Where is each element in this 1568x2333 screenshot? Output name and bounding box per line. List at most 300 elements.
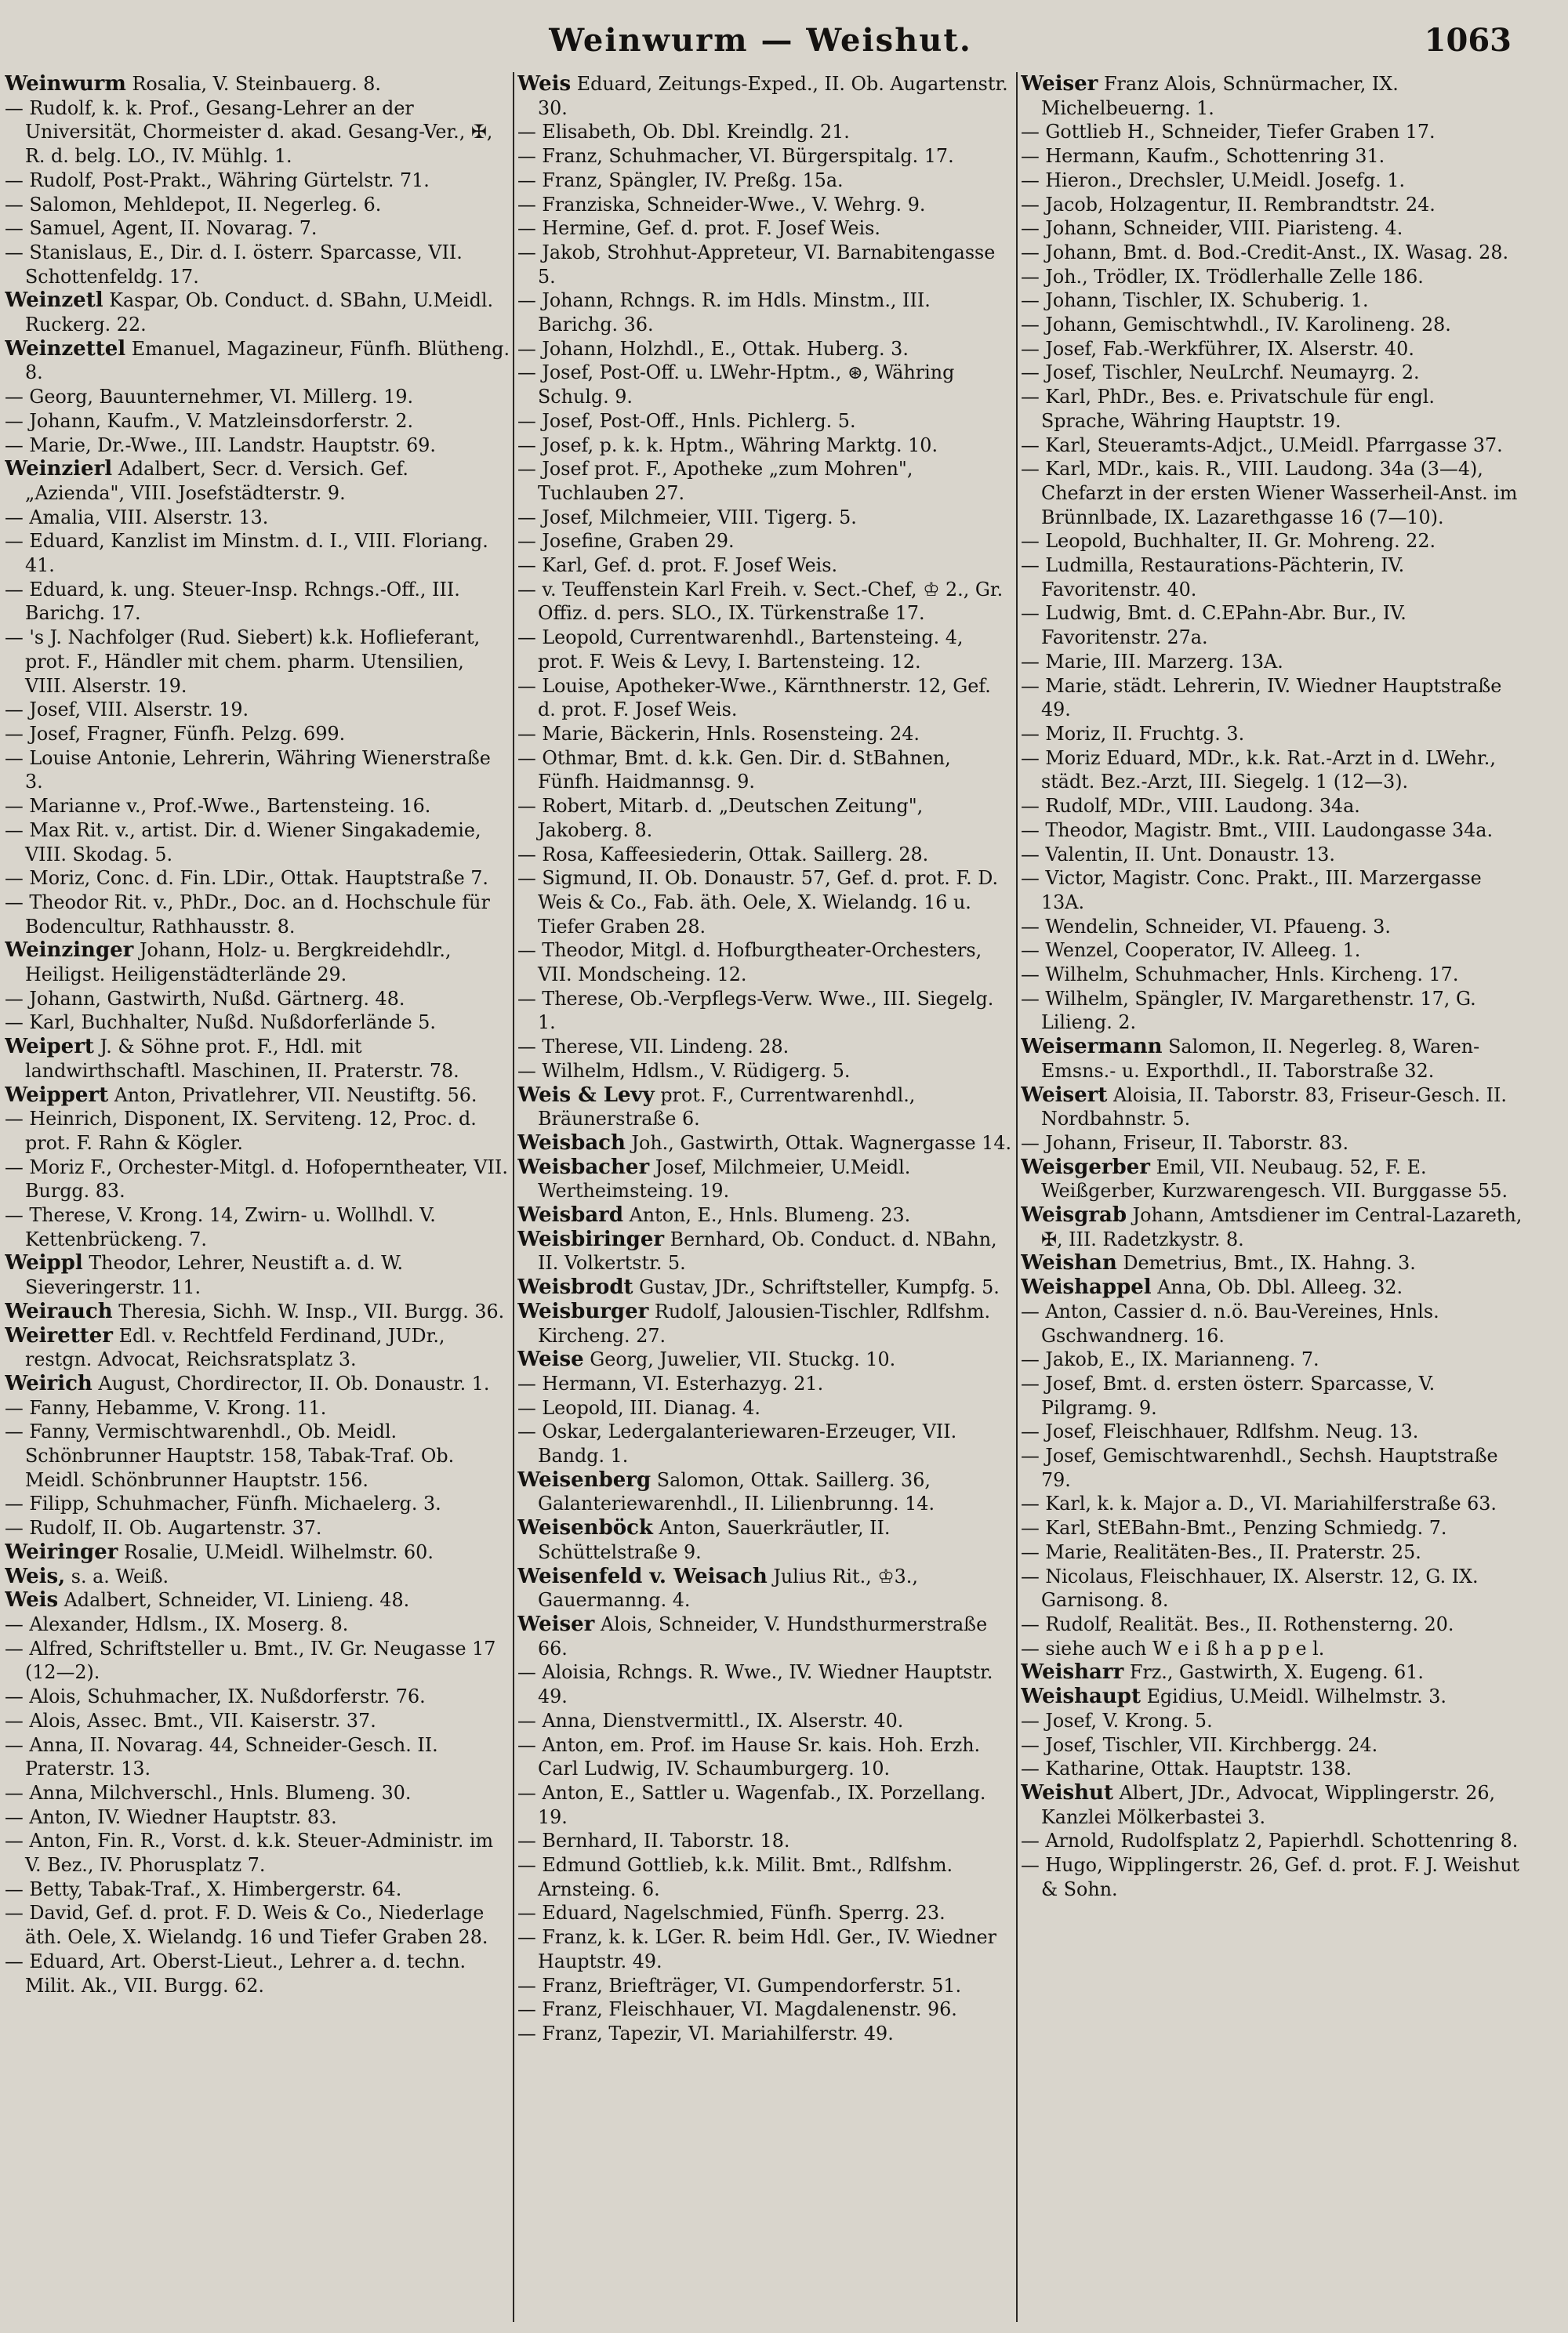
directory-entry: [517, 1300, 1014, 1348]
directory-entry: [517, 1203, 1014, 1228]
directory-entry: [5, 1516, 511, 1540]
directory-entry: [1021, 1637, 1523, 1661]
directory-entry: [517, 288, 1014, 336]
entry-text: — Louise Antonie, Lehrerin, Währing Wienerstraße 3.: [5, 746, 491, 793]
surname-heading: Weishaupt: [1021, 1685, 1141, 1709]
running-title: Weinwurm — Weishut.: [549, 22, 972, 59]
entry-text: — Leopold, Currentwarenhdl., Bartensteing. 4, prot. F. Weis & Levy, I. Bartensteing. 12.: [517, 626, 964, 673]
entry-text: — Alois, Schuhmacher, IX. Nußdorferstr. 76.: [5, 1685, 426, 1708]
entry-text: s. a. Weiß.: [71, 1565, 169, 1587]
directory-entry: [5, 1565, 511, 1589]
directory-entry: [5, 337, 511, 385]
entry-text: Emil, VII. Neubaug. 52, F. E. Weißgerber, Kurzwarengesch. VII. Burggasse 55.: [1041, 1156, 1508, 1203]
directory-entry: [517, 144, 1014, 169]
directory-entry: [1021, 1565, 1523, 1613]
directory-entry: [5, 241, 511, 288]
directory-entry: [5, 722, 511, 746]
entry-text: — Oskar, Ledergalanteriewaren-Erzeuger, VII. Bandg. 1.: [517, 1420, 957, 1468]
directory-entry: [5, 1805, 511, 1830]
directory-entry: [5, 193, 511, 217]
directory-entry: [1021, 794, 1523, 818]
directory-entry: [517, 506, 1014, 530]
directory-entry: [1021, 746, 1523, 794]
entry-text: — Franz, Fleischhauer, VI. Magdalenenstr. 96.: [517, 1998, 957, 2021]
directory-entry: [5, 1083, 511, 1108]
entry-text: — Karl, Buchhalter, Nußd. Nußdorferlände 5.: [5, 1011, 436, 1034]
entry-text: — Alexander, Hdlsm., IX. Moserg. 8.: [5, 1613, 349, 1635]
entry-text: Josef, Milchmeier, U.Meidl. Wertheimsteing. 19.: [538, 1156, 911, 1203]
directory-entry: [5, 1613, 511, 1637]
entry-text: Salomon, II. Negerleg. 8, Waren-Emsns.- u. Exporthdl., II. Taborstraße 32.: [1041, 1036, 1480, 1082]
surname-heading: Weishan: [1021, 1251, 1117, 1275]
column-divider: [1016, 72, 1018, 2322]
surname-heading: Weiringer: [5, 1540, 118, 1564]
entry-text: — Sigmund, II. Ob. Donaustr. 57, Gef. d. prot. F. D. Weis & Co., Fab. äth. Oele, X. Wielandg. 16 u. Tiefer Graben 28.: [517, 867, 999, 938]
directory-entry: [517, 578, 1014, 626]
directory-entry: [517, 1901, 1014, 1925]
directory-entry: [517, 216, 1014, 241]
entry-text: — Hermann, Kaufm., Schottenring 31.: [1021, 145, 1385, 168]
entry-text: — Stanislaus, E., Dir. d. I. österr. Sparcasse, VII. Schottenfeldg. 17.: [5, 241, 463, 288]
directory-entry: [5, 169, 511, 193]
entry-text: — Franz, Tapezir, VI. Mariahilferstr. 49.: [517, 2022, 894, 2045]
directory-entry: [5, 1010, 511, 1035]
entry-text: Julius Rit., ♔3., Gauermanng. 4.: [538, 1565, 918, 1612]
directory-entry: [1021, 193, 1523, 217]
entry-text: Theresia, Sichh. W. Insp., VII. Burgg. 36.: [118, 1300, 505, 1323]
directory-entry: [517, 1829, 1014, 1853]
directory-entry: [5, 938, 511, 986]
entry-text: — Karl, StEBahn-Bmt., Penzing Schmiedg. 7.: [1021, 1517, 1447, 1540]
entry-text: — Josef, VIII. Alserstr. 19.: [5, 698, 249, 721]
entry-text: — Marianne v., Prof.-Wwe., Bartensteing. 16.: [5, 795, 431, 818]
entry-text: Joh., Gastwirth, Ottak. Wagnergasse 14.: [631, 1131, 1012, 1154]
entry-text: — Josef, Tischler, NeuLrchf. Neumayrg. 2.: [1021, 361, 1420, 384]
surname-heading: Weis,: [5, 1564, 66, 1588]
directory-entry: [517, 987, 1014, 1035]
directory-entry: [517, 529, 1014, 553]
entry-text: Adalbert, Schneider, VI. Linieng. 48.: [64, 1589, 410, 1612]
directory-entry: [5, 987, 511, 1011]
directory-entry: [1021, 1131, 1523, 1156]
surname-heading: Weinzetl: [5, 288, 103, 313]
surname-heading: Weisbard: [517, 1203, 624, 1228]
directory-entry: [5, 1685, 511, 1709]
entry-text: — Moriz Eduard, MDr., k.k. Rat.-Arzt in d. LWehr., städt. Bez.-Arzt, III. Siegelg. 1 (12—3).: [1021, 746, 1496, 793]
directory-entry: [1021, 337, 1523, 361]
directory-entry: [5, 891, 511, 938]
directory-entry: [517, 1660, 1014, 1708]
entry-text: — Moriz, Conc. d. Fin. LDir., Ottak. Hauptstraße 7.: [5, 867, 488, 890]
directory-entry: [1021, 818, 1523, 843]
directory-entry: [1021, 1083, 1523, 1131]
page-header: [0, 17, 1568, 64]
directory-entry: [517, 1733, 1014, 1781]
directory-entry: [517, 1853, 1014, 1901]
entry-text: — Anton, Cassier d. n.ö. Bau-Vereines, Hnls. Gschwandnerg. 16.: [1021, 1300, 1439, 1347]
directory-entry: [517, 169, 1014, 193]
directory-entry: [5, 1492, 511, 1516]
directory-entry: [517, 1997, 1014, 2022]
directory-entry: [5, 1540, 511, 1565]
directory-entry: [5, 1733, 511, 1781]
directory-entry: [1021, 1156, 1523, 1203]
directory-entry: [1021, 1733, 1523, 1758]
surname-heading: Weisharr: [1021, 1660, 1124, 1685]
entry-text: Rudolf, Jalousien-Tischler, Rdlfshm. Kircheng. 27.: [538, 1300, 991, 1347]
directory-entry: [517, 1372, 1014, 1396]
surname-heading: Weise: [517, 1348, 584, 1372]
entry-text: — Theodor Rit. v., PhDr., Doc. an d. Hochschule für Bodencultur, Rathhausstr. 8.: [5, 891, 490, 938]
surname-heading: Weis: [517, 72, 572, 96]
directory-entry: [517, 1565, 1014, 1613]
entry-text: — Franz, Schuhmacher, VI. Bürgerspitalg. 17.: [517, 145, 954, 168]
directory-entry: [517, 434, 1014, 458]
entry-text: — Karl, PhDr., Bes. e. Privatschule für engl. Sprache, Währing Hauptstr. 19.: [1021, 386, 1435, 432]
surname-heading: Weis & Levy: [517, 1083, 655, 1107]
entry-text: — Josef, Fleischhauer, Rdlfshm. Neug. 13.: [1021, 1420, 1419, 1443]
directory-entry: [1021, 265, 1523, 289]
entry-text: — Johann, Gastwirth, Nußd. Gärtnerg. 48.: [5, 987, 405, 1010]
entry-text: — Rudolf, Post-Prakt., Währing Gürtelstr. 71.: [5, 169, 430, 191]
directory-entry: [1021, 1300, 1523, 1348]
entry-text: Egidius, U.Meidl. Wilhelmstr. 3.: [1146, 1685, 1446, 1708]
surname-heading: Weisburger: [517, 1299, 649, 1323]
surname-heading: Weinwurm: [5, 72, 126, 96]
entry-text: — Louise, Apotheker-Wwe., Kärnthnerstr. 12, Gef. d. prot. F. Josef Weis.: [517, 674, 991, 721]
entry-text: — Jakob, E., IX. Marianneng. 7.: [1021, 1348, 1319, 1371]
entry-text: — Rudolf, Realität. Bes., II. Rothensterng. 20.: [1021, 1613, 1454, 1635]
entry-text: — Rudolf, k. k. Prof., Gesang-Lehrer an der Universität, Chormeister d. akad. Gesang-Ver., ✠, R. d. belg. LO., IV. Mühlg. 1.: [5, 96, 493, 168]
directory-entry: [1021, 938, 1523, 963]
entry-text: Anton, E., Hnls. Blumeng. 23.: [629, 1204, 911, 1227]
directory-entry: [517, 1131, 1014, 1156]
directory-entry: [517, 193, 1014, 217]
directory-entry: [1021, 1781, 1523, 1829]
directory-entry: [517, 1974, 1014, 1998]
entry-text: — Wilhelm, Spängler, IV. Margarethenstr. 17, G. Lilieng. 2.: [1021, 987, 1476, 1034]
entry-text: — Josef, V. Krong. 5.: [1021, 1709, 1213, 1732]
entry-text: — Fanny, Hebamme, V. Krong. 11.: [5, 1396, 327, 1419]
entry-text: — Johann, Gemischtwhdl., IV. Karolineng. 28.: [1021, 314, 1451, 336]
directory-entry: [5, 1372, 511, 1396]
entry-text: — Josefine, Graben 29.: [517, 530, 735, 553]
entry-text: — Eduard, k. ung. Steuer-Insp. Rchngs.-Off., III. Barichg. 17.: [5, 578, 460, 625]
entry-text: Emanuel, Magazineur, Fünfh. Blütheng. 8.: [25, 337, 510, 384]
directory-entry: [517, 1468, 1014, 1516]
entry-text: — Moriz, II. Fruchtg. 3.: [1021, 722, 1245, 745]
entry-text: — v. Teuffenstein Karl Freih. v. Sect.-Chef, ♔ 2., Gr. Offiz. d. pers. SLO., IX. Türkenstraße 17.: [517, 578, 1004, 625]
surname-heading: Weiser: [517, 1613, 595, 1636]
entry-text: J. & Söhne prot. F., Hdl. mit landwirthschaftl. Maschinen, II. Praterstr. 78.: [25, 1036, 459, 1082]
entry-text: — Wendelin, Schneider, VI. Pfaueng. 3.: [1021, 915, 1391, 938]
directory-entry: [5, 1035, 511, 1083]
directory-entry: [5, 1300, 511, 1324]
entry-text: — Anton, IV. Wiedner Hauptstr. 83.: [5, 1805, 337, 1828]
entry-text: Georg, Juwelier, VII. Stuckg. 10.: [590, 1348, 896, 1371]
entry-text: Rosalia, V. Steinbauerg. 8.: [132, 73, 381, 95]
directory-entry: [1021, 866, 1523, 914]
directory-entry: [517, 72, 1014, 120]
directory-entry: [517, 337, 1014, 361]
entry-text: — Johann, Holzhdl., E., Ottak. Huberg. 3.: [517, 337, 909, 360]
column-right: [1021, 72, 1523, 2322]
directory-entry: [5, 1420, 511, 1492]
surname-heading: Weirauch: [5, 1299, 113, 1323]
column-left: [5, 72, 511, 2322]
directory-entry: [5, 216, 511, 241]
entry-text: — Samuel, Agent, II. Novarag. 7.: [5, 217, 318, 240]
entry-text: — Hieron., Drechsler, U.Meidl. Josefg. 1.: [1021, 169, 1406, 191]
directory-entry: [1021, 674, 1523, 722]
directory-entry: [5, 1829, 511, 1877]
entry-text: — Eduard, Art. Oberst-Lieut., Lehrer a. d. techn. Milit. Ak., VII. Burgg. 62.: [5, 1950, 466, 1997]
entry-text: — Jakob, Strohhut-Appreteur, VI. Barnabitengasse 5.: [517, 241, 996, 288]
surname-heading: Weiretter: [5, 1323, 113, 1348]
directory-entry: [5, 1878, 511, 1902]
directory-entry: [5, 1324, 511, 1372]
entry-text: — Gottlieb H., Schneider, Tiefer Graben 17.: [1021, 121, 1436, 143]
directory-entry: [5, 1251, 511, 1299]
entry-text: — Wilhelm, Hdlsm., V. Rüdigerg. 5.: [517, 1059, 851, 1082]
directory-entry: [5, 794, 511, 818]
entry-text: — Therese, VII. Lindeng. 28.: [517, 1036, 789, 1058]
entry-text: Frz., Gastwirth, X. Eugeng. 61.: [1129, 1661, 1424, 1684]
entry-text: — Rudolf, MDr., VIII. Laudong. 34a.: [1021, 795, 1360, 818]
entry-text: — Josef, Post-Off., Hnls. Pichlerg. 5.: [517, 409, 856, 432]
entry-text: prot. F., Currentwarenhdl., Bräunerstraße 6.: [538, 1083, 916, 1130]
entry-text: Anna, Ob. Dbl. Alleeg. 32.: [1157, 1276, 1403, 1299]
directory-entry: [1021, 915, 1523, 939]
directory-entry: [1021, 1372, 1523, 1420]
surname-heading: Weiser: [1021, 72, 1098, 96]
entry-text: Albert, JDr., Advocat, Wipplingerstr. 26, Kanzlei Mölkerbastei 3.: [1041, 1781, 1496, 1828]
directory-entry: [1021, 1492, 1523, 1516]
entry-text: Demetrius, Bmt., IX. Hahng. 3.: [1123, 1252, 1416, 1275]
entry-text: — Eduard, Nagelschmied, Fünfh. Sperrg. 23.: [517, 1902, 946, 1925]
entry-text: — Arnold, Rudolfsplatz 2, Papierhdl. Schottenring 8.: [1021, 1830, 1519, 1852]
entry-text: — Elisabeth, Ob. Dbl. Kreindlg. 21.: [517, 121, 850, 143]
entry-text: — Franz, Briefträger, VI. Gumpendorferstr. 51.: [517, 1974, 962, 1997]
entry-text: — Johann, Tischler, IX. Schuberig. 1.: [1021, 289, 1369, 312]
directory-entry: [1021, 216, 1523, 241]
entry-text: — Marie, III. Marzerg. 13A.: [1021, 650, 1283, 673]
directory-entry: [5, 409, 511, 434]
directory-entry: [1021, 1420, 1523, 1444]
entry-text: — Victor, Magistr. Conc. Prakt., III. Marzergasse 13A.: [1021, 867, 1482, 913]
directory-entry: [1021, 1275, 1523, 1300]
directory-entry: [517, 1228, 1014, 1275]
entry-text: — Amalia, VIII. Alserstr. 13.: [5, 506, 269, 528]
surname-heading: Weishut: [1021, 1780, 1113, 1805]
directory-entry: [5, 1781, 511, 1805]
entry-text: Eduard, Zeitungs-Exped., II. Ob. Augartenstr. 30.: [538, 73, 1008, 119]
surname-heading: Weisenböck: [517, 1516, 653, 1540]
entry-text: — Franziska, Schneider-Wwe., V. Wehrg. 9.: [517, 193, 926, 216]
directory-entry: [517, 1035, 1014, 1059]
directory-entry: [1021, 529, 1523, 553]
entry-text: — Josef, Bmt. d. ersten österr. Sparcasse, V. Pilgramg. 9.: [1021, 1372, 1436, 1419]
entry-text: — Betty, Tabak-Traf., X. Himbergerstr. 64.: [5, 1878, 402, 1900]
entry-text: — Franz, Spängler, IV. Preßg. 15a.: [517, 169, 844, 191]
directory-entry: [517, 1348, 1014, 1372]
entry-text: Aloisia, II. Taborstr. 83, Friseur-Gesch. II. Nordbahnstr. 5.: [1041, 1083, 1507, 1130]
entry-text: Johann, Holz- u. Bergkreidehdlr., Heiligst. Heiligenstädterlände 29.: [25, 939, 452, 986]
entry-text: — Georg, Bauunternehmer, VI. Millerg. 19.: [5, 386, 414, 408]
surname-heading: Weisbacher: [517, 1155, 650, 1179]
entry-text: — Hugo, Wipplingerstr. 26, Gef. d. prot. F. J. Weishut & Sohn.: [1021, 1854, 1520, 1900]
entry-text: Kaspar, Ob. Conduct. d. SBahn, U.Meidl. Ruckerg. 22.: [25, 289, 494, 336]
directory-entry: [5, 385, 511, 409]
column-middle: [517, 72, 1014, 2322]
directory-entry: [517, 1083, 1014, 1131]
surname-heading: Weinzierl: [5, 457, 113, 481]
entry-text: — Ludwig, Bmt. d. C.EPahn-Abr. Bur., IV. Favoritenstr. 27a.: [1021, 602, 1406, 649]
entry-text: — Josef, Post-Off. u. LWehr-Hptm., ⊛, Währing Schulg. 9.: [517, 361, 955, 408]
directory-entry: [1021, 169, 1523, 193]
surname-heading: Weippert: [5, 1083, 109, 1107]
entry-text: — Franz, k. k. LGer. R. beim Hdl. Ger., IV. Wiedner Hauptstr. 49.: [517, 1926, 996, 1972]
entry-text: Anton, Privatlehrer, VII. Neustiftg. 56.: [114, 1083, 477, 1106]
directory-entry: [517, 457, 1014, 505]
directory-entry: [1021, 1757, 1523, 1781]
entry-text: — Nicolaus, Fleischhauer, IX. Alserstr. 12, G. IX. Garnisong. 8.: [1021, 1565, 1479, 1612]
directory-entry: [1021, 650, 1523, 674]
entry-text: — Johann, Schneider, VIII. Piaristeng. 4.: [1021, 217, 1403, 240]
directory-entry: [517, 1925, 1014, 1973]
entry-text: — Bernhard, II. Taborstr. 18.: [517, 1830, 790, 1852]
directory-entry: [517, 1396, 1014, 1420]
directory-entry: [517, 2022, 1014, 2046]
directory-entry: [1021, 963, 1523, 987]
directory-entry: [5, 746, 511, 794]
directory-entry: [517, 241, 1014, 288]
directory-entry: [5, 1396, 511, 1420]
directory-entry: [517, 409, 1014, 434]
entry-text: — Jacob, Holzagentur, II. Rembrandtstr. 24.: [1021, 193, 1436, 216]
entry-text: — Valentin, II. Unt. Donaustr. 13.: [1021, 843, 1335, 865]
entry-text: Gustav, JDr., Schriftsteller, Kumpfg. 5.: [639, 1276, 1000, 1299]
directory-entry: [5, 457, 511, 505]
surname-heading: Weishappel: [1021, 1275, 1152, 1300]
directory-entry: [1021, 72, 1523, 120]
entry-text: — Johann, Kaufm., V. Matzleinsdorferstr. 2.: [5, 409, 414, 432]
directory-entry: [5, 434, 511, 458]
directory-entry: [5, 1203, 511, 1251]
entry-text: Johann, Amtsdiener im Central-Lazareth, ✠, III. Radetzkystr. 8.: [1041, 1204, 1523, 1250]
directory-entry: [517, 794, 1014, 842]
entry-text: — Johann, Rchngs. R. im Hdls. Minstm., III. Barichg. 36.: [517, 289, 931, 336]
entry-text: Edl. v. Rechtfeld Ferdinand, JUDr., restgn. Advocat, Reichsratsplatz 3.: [25, 1324, 445, 1371]
entry-text: — Josef, Fragner, Fünfh. Pelzg. 699.: [5, 722, 346, 745]
surname-heading: Weisenberg: [517, 1468, 652, 1492]
entry-text: Franz Alois, Schnürmacher, IX. Michelbeuerng. 1.: [1041, 73, 1399, 119]
entry-text: — Rudolf, II. Ob. Augartenstr. 37.: [5, 1517, 322, 1540]
entry-text: — Anton, em. Prof. im Hause Sr. kais. Hoh. Erzh. Carl Ludwig, IV. Schaumburgerg. 10.: [517, 1733, 981, 1780]
entry-text: — Ludmilla, Restaurations-Pächterin, IV. Favoritenstr. 40.: [1021, 554, 1405, 600]
entry-text: — siehe auch W e i ß h a p p e l.: [1021, 1637, 1325, 1660]
entry-text: — David, Gef. d. prot. F. D. Weis & Co., Niederlage äth. Oele, X. Wielandg. 16 und Tiefer Graben 28.: [5, 1902, 488, 1949]
entry-text: — Anna, II. Novarag. 44, Schneider-Gesch. II. Praterstr. 13.: [5, 1733, 438, 1780]
entry-text: — Alfred, Schriftsteller u. Bmt., IV. Gr. Neugasse 17 (12—2).: [5, 1637, 496, 1684]
directory-entry: [1021, 1829, 1523, 1853]
entry-text: — Josef, Fab.-Werkführer, IX. Alserstr. 40.: [1021, 337, 1414, 360]
directory-entry: [1021, 241, 1523, 265]
entry-text: — Theodor, Mitgl. d. Hofburgtheater-Orchesters, VII. Mondscheing. 12.: [517, 939, 982, 986]
entry-text: — Johann, Bmt. d. Bod.-Credit-Anst., IX. Wasag. 28.: [1021, 241, 1509, 263]
directory-entry: [1021, 120, 1523, 144]
directory-entry: [5, 1107, 511, 1155]
surname-heading: Weisbrodt: [517, 1275, 633, 1300]
entry-text: — 's J. Nachfolger (Rud. Siebert) k.k. Hoflieferant, prot. F., Händler mit chem. pharm. Utensilien, VIII. Alserstr. 19.: [5, 626, 481, 697]
entry-text: — Josef, p. k. k. Hptm., Währing Marktg. 10.: [517, 434, 938, 456]
entry-text: — Therese, Ob.-Verpflegs-Verw. Wwe., III. Siegelg. 1.: [517, 987, 994, 1034]
entry-text: — Fanny, Vermischtwarenhdl., Ob. Meidl. Schönbrunner Hauptstr. 158, Tabak-Traf. Ob. Meidl. Schönbrunner Hauptstr. 156.: [5, 1420, 455, 1491]
directory-entry: [1021, 457, 1523, 529]
entry-text: — Josef, Tischler, VII. Kirchbergg. 24.: [1021, 1733, 1378, 1756]
directory-entry: [1021, 1709, 1523, 1733]
directory-entry: [517, 553, 1014, 578]
directory-entry: [1021, 313, 1523, 337]
directory-entry: [1021, 434, 1523, 458]
surname-heading: Weisert: [1021, 1083, 1108, 1107]
entry-text: — Karl, Gef. d. prot. F. Josef Weis.: [517, 554, 838, 577]
entry-text: — Katharine, Ottak. Hauptstr. 138.: [1021, 1758, 1352, 1780]
directory-entry: [517, 674, 1014, 722]
directory-entry: [5, 506, 511, 530]
page-number: 1063: [1424, 22, 1512, 59]
directory-entry: [517, 1516, 1014, 1564]
entry-text: — Therese, V. Krong. 14, Zwirn- u. Wollhdl. V. Kettenbrückeng. 7.: [5, 1204, 436, 1250]
entry-text: Anton, Sauerkräutler, II. Schüttelstraße 9.: [538, 1517, 891, 1563]
directory-entry: [1021, 601, 1523, 649]
directory-entry: [1021, 1685, 1523, 1709]
directory-entry: [1021, 1203, 1523, 1251]
entry-text: — Karl, Steueramts-Adjct., U.Meidl. Pfarrgasse 37.: [1021, 434, 1503, 456]
surname-heading: Weisbach: [517, 1130, 626, 1155]
entry-text: August, Chordirector, II. Ob. Donaustr. 1.: [98, 1372, 490, 1395]
entry-text: — Othmar, Bmt. d. k.k. Gen. Dir. d. StBahnen, Fünfh. Haidmannsg. 9.: [517, 746, 951, 793]
directory-entry: [517, 1275, 1014, 1300]
surname-heading: Weinzinger: [5, 938, 134, 963]
entry-text: — Karl, MDr., kais. R., VIII. Laudong. 34a (3—4), Chefarzt in der ersten Wiener Wasserheil-Anst. im Brünnlbade, IX. Lazarethgasse 16 (7—10).: [1021, 458, 1518, 528]
surname-heading: Weirich: [5, 1371, 93, 1395]
entry-text: — Josef, Gemischtwarenhdl., Sechsh. Hauptstraße 79.: [1021, 1445, 1498, 1491]
entry-text: — Robert, Mitarb. d. „Deutschen Zeitung", Jakoberg. 8.: [517, 795, 924, 841]
directory-entry: [1021, 1660, 1523, 1685]
directory-entry: [1021, 987, 1523, 1035]
directory-entry: [1021, 361, 1523, 385]
directory-entry: [517, 746, 1014, 794]
entry-text: Rosalie, U.Meidl. Wilhelmstr. 60.: [123, 1540, 434, 1563]
surname-heading: Weis: [5, 1588, 59, 1613]
entry-text: — Heinrich, Disponent, IX. Serviteng. 12, Proc. d. prot. F. Rahn & Kögler.: [5, 1108, 477, 1154]
directory-entry: [5, 578, 511, 626]
directory-entry: [1021, 1540, 1523, 1565]
directory-entry: [5, 1156, 511, 1203]
directory-entry: [517, 866, 1014, 938]
entry-text: — Wenzel, Cooperator, IV. Alleeg. 1.: [1021, 939, 1361, 962]
directory-entry: [5, 288, 511, 336]
directory-entry: [1021, 288, 1523, 313]
entry-text: — Wilhelm, Schuhmacher, Hnls. Kircheng. 17.: [1021, 963, 1459, 986]
surname-heading: Weinzettel: [5, 336, 126, 361]
directory-entry: [1021, 1348, 1523, 1372]
entry-text: — Filipp, Schuhmacher, Fünfh. Michaelerg. 3.: [5, 1493, 441, 1515]
directory-entry: [5, 1637, 511, 1685]
directory-entry: [517, 120, 1014, 144]
entry-text: — Marie, städt. Lehrerin, IV. Wiedner Hauptstraße 49.: [1021, 674, 1502, 721]
